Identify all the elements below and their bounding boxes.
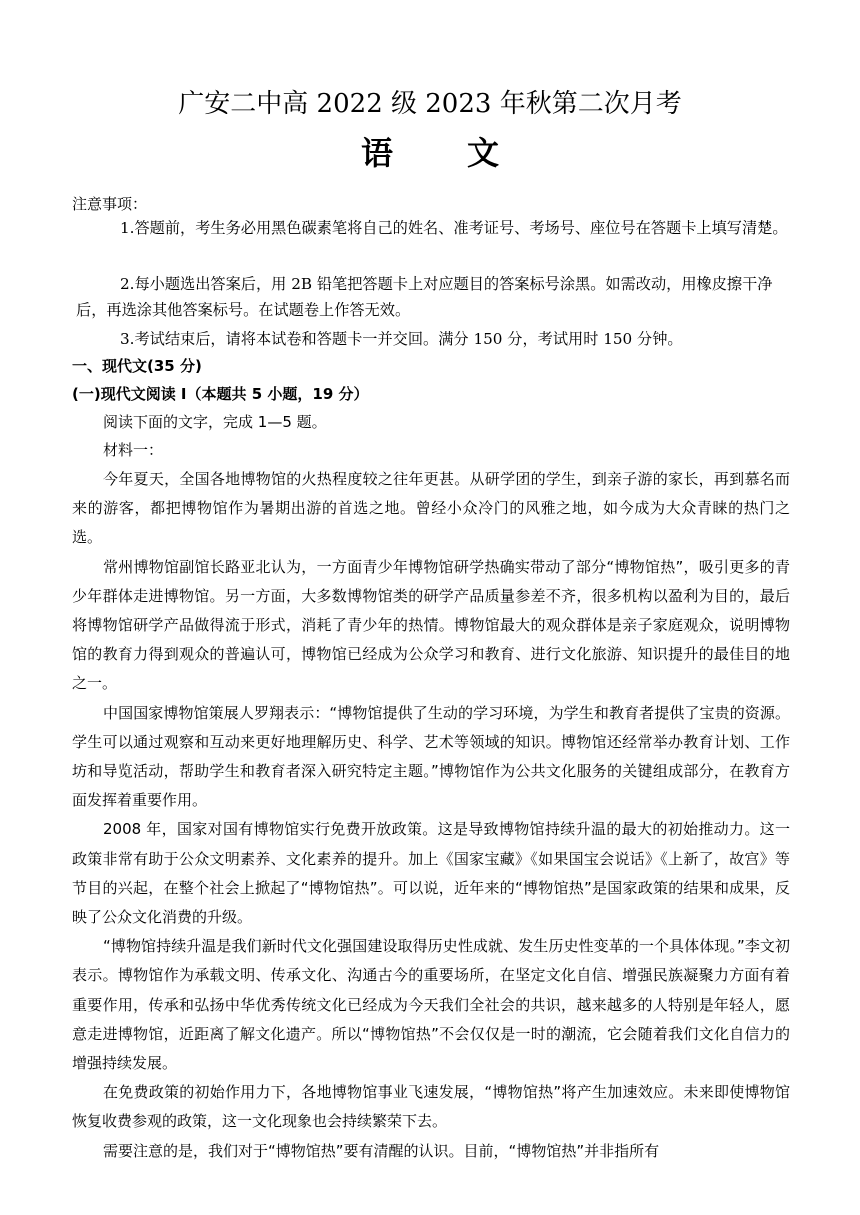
instruction: 阅读下面的文字，完成 1—5 题。 xyxy=(103,413,327,431)
material-label: 材料一： xyxy=(103,441,164,459)
paragraph: 常州博物馆副馆长路亚北认为，一方面青少年博物馆研学热确实带动了部分“博物馆热”，吸引更多的青少年群体走进博物馆。另一方面，大多数博物馆类的研学产品质量参差不齐，很多机构以盈利为目的，最后将博物馆研学产品做得流于形式，消耗了青少年的热情。博物馆最大的观众群体是亲子家庭观众，说明博物馆的教育力得到观众的普遍认可，博物馆已经成为公众学习和教育、进行文化旅游、知识提升的最佳目的地之一。 xyxy=(72,557,790,693)
part-heading: 一、现代文(35 分) xyxy=(72,357,202,375)
notice-item-2: 2.每小题选出答案后，用 2B 铅笔把答题卡上对应题目的答案标号涂黑。如需改动，用橡皮擦干净后，再选涂其他答案标号。在试题卷上作答无效。 xyxy=(76,275,773,319)
paragraph: 中国国家博物馆策展人罗翔表示：“博物馆提供了生动的学习环境，为学生和教育者提供了宝贵的资源。学生可以通过观察和互动来更好地理解历史、科学、艺术等领域的知识。博物馆还经常举办教育计划、工作坊和导览活动，帮助学生和教育者深入研究特定主题。”博物馆作为公共文化服务的关键组成部分，在教育方面发挥着重要作用。 xyxy=(72,703,790,810)
subject-char-2: 文 xyxy=(467,134,500,172)
paragraph: 今年夏天，全国各地博物馆的火热程度较之往年更甚。从研学团的学生，到亲子游的家长，再到慕名而来的游客，都把博物馆作为暑期出游的首选之地。曾经小众冷门的风雅之地，如今成为大众青睐的热门之选。 xyxy=(72,470,790,547)
notice-item-1: 1.答题前，考生务必用黑色碳素笔将自己的姓名、准考证号、考场号、座位号在答题卡上填写清楚。 xyxy=(120,219,788,237)
passage xyxy=(72,465,790,1166)
subject-char-1: 语 xyxy=(360,134,393,172)
sub-heading: (一)现代文阅读 Ⅰ（本题共 5 小题，19 分） xyxy=(72,385,369,403)
exam-title: 广安二中高 2022 级 2023 年秋第二次月考 xyxy=(178,89,682,119)
paragraph: 2008 年，国家对国有博物馆实行免费开放政策。这是导致博物馆持续升温的最大的初始推动力。这一政策非常有助于公众文明素养、文化素养的提升。加上《国家宝藏》《如果国宝会说话》《上新了，故宫》等节目的兴起，在整个社会上掀起了“博物馆热”。可以说，近年来的“博物馆热”是国家政策的结果和成果，反映了公众文化消费的升级。 xyxy=(72,820,790,927)
notice-heading: 注意事项： xyxy=(72,195,148,213)
subject-title xyxy=(0,132,860,174)
paragraph: 在免费政策的初始作用力下，各地博物馆事业飞速发展，“博物馆热”将产生加速效应。未来即使博物馆恢复收费参观的政策，这一文化现象也会持续繁荣下去。 xyxy=(72,1083,790,1131)
notice-item-3: 3.考试结束后，请将本试卷和答题卡一并交回。满分 150 分，考试用时 150 分钟。 xyxy=(120,330,683,348)
paragraph: 需要注意的是，我们对于“博物馆热”要有清醒的认识。目前，“博物馆热”并非指所有 xyxy=(103,1141,660,1160)
paragraph: “博物馆持续升温是我们新时代文化强国建设取得历史性成就、发生历史性变革的一个具体体现。”李文初表示。博物馆作为承载文明、传承文化、沟通古今的重要场所，在坚定文化自信、增强民族凝聚力方面有着重要作用，传承和弘扬中华优秀传统文化已经成为今天我们全社会的共识，越来越多的人特别是年轻人，愿意走进博物馆，近距离了解文化遗产。所以“博物馆热”不会仅仅是一时的潮流，它会随着我们文化自信力的增强持续发展。 xyxy=(72,937,790,1073)
